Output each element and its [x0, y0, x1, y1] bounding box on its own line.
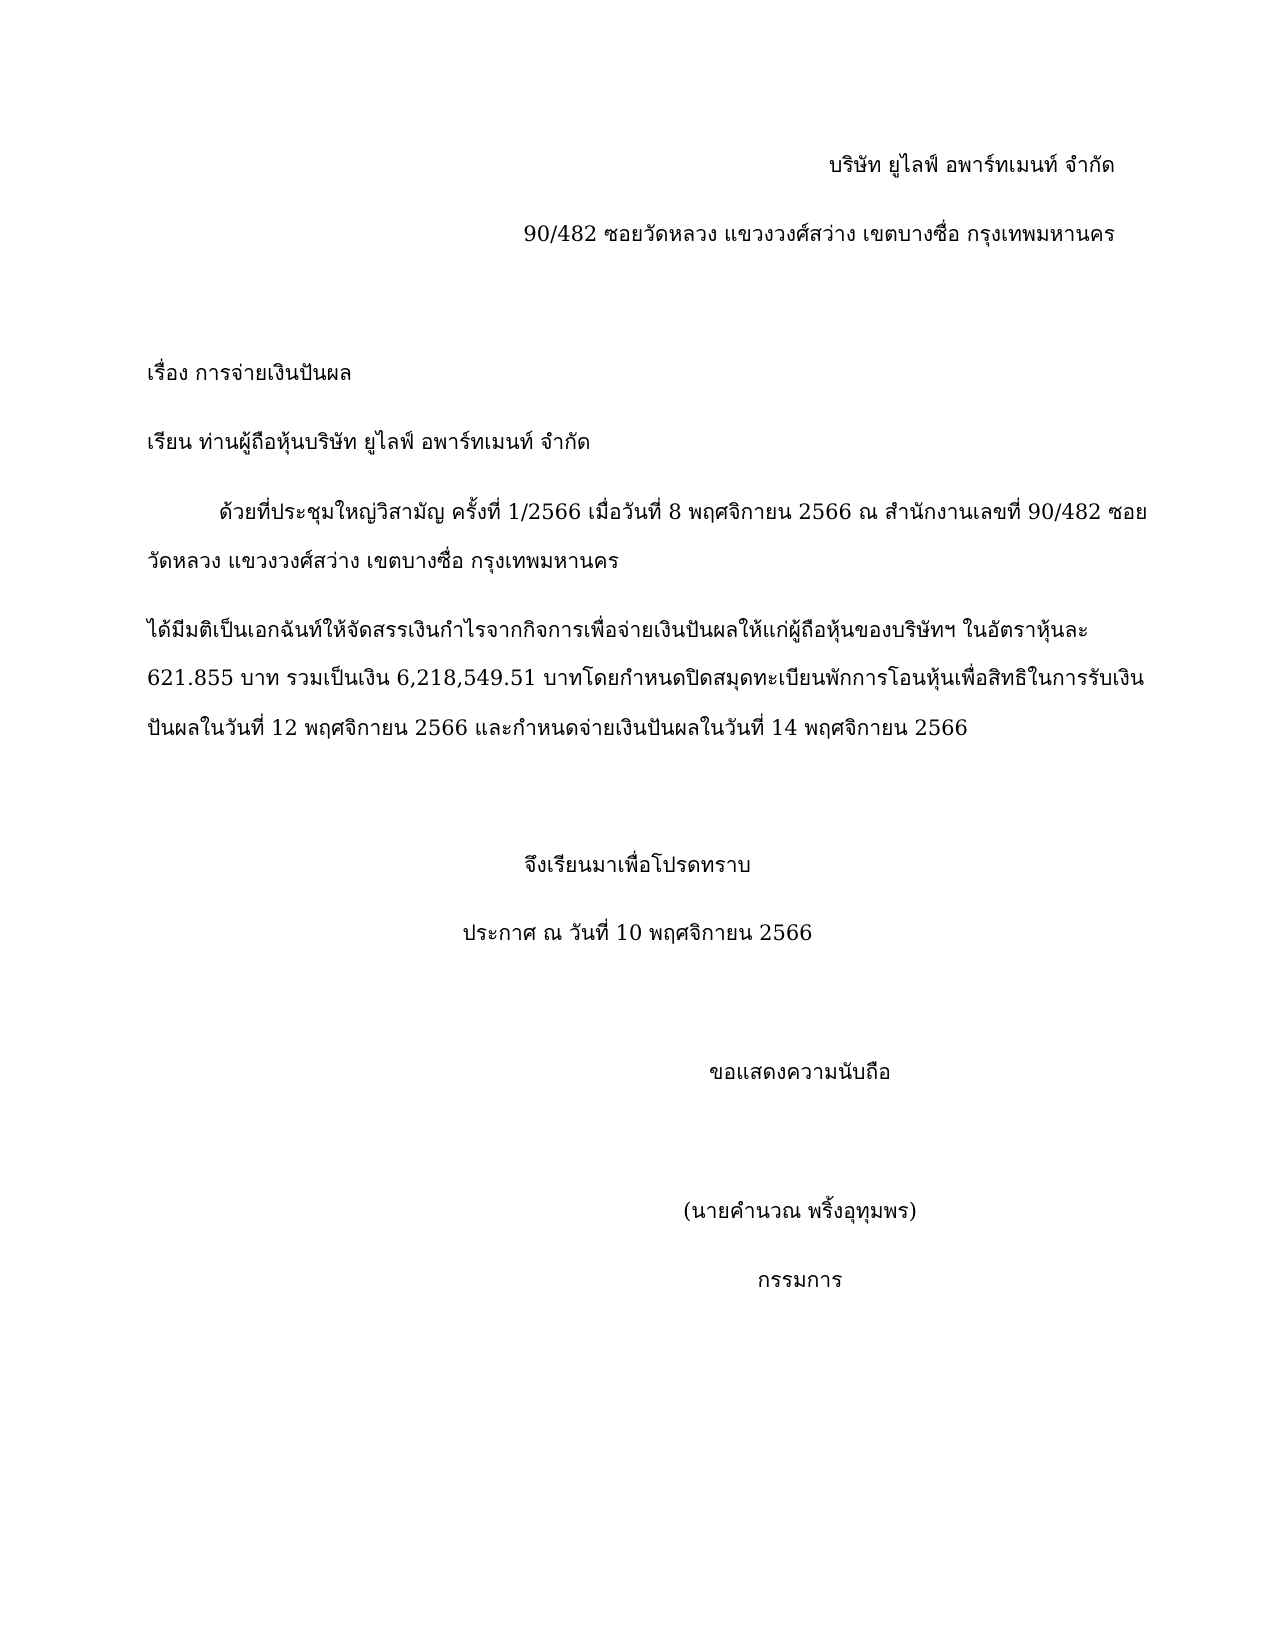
letter-subject: เรื่อง การจ่ายเงินปันผล — [147, 361, 352, 385]
signatory-name: (นายคำนวณ พริ้งอุทุมพร) — [683, 1199, 917, 1223]
closing-notice: จึงเรียนมาเพื่อโปรดทราบ — [524, 853, 751, 877]
paragraph-1-line-1 — [147, 497, 1147, 527]
paragraph-2-line-3: ปันผลในวันที่ 12 พฤศจิกายน 2566 และกำหนดจ่ายเงินปันผลในวันที่ 14 พฤศจิกายน 2566 — [147, 716, 968, 740]
paragraph-1-line-1-text: ด้วยที่ประชุมใหญ่วิสามัญ ครั้งที่ 1/2566 เมื่อวันที่ 8 พฤศจิกายน 2566 ณ สำนักงานเลขที่ 90/482 ซอย — [219, 500, 1148, 524]
company-address: 90/482 ซอยวัดหลวง แขวงวงศ์สว่าง เขตบางซื่อ กรุงเทพมหานคร — [523, 222, 1115, 246]
regards-text: ขอแสดงความนับถือ — [709, 1060, 891, 1084]
paragraph-2-line-1: ได้มีมติเป็นเอกฉันท์ให้จัดสรรเงินกำไรจากกิจการเพื่อจ่ายเงินปันผลให้แก่ผู้ถือหุ้นของบริษัทฯ ในอัตราหุ้นละ — [147, 618, 1089, 642]
paragraph-1-line-2: วัดหลวง แขวงวงศ์สว่าง เขตบางซื่อ กรุงเทพมหานคร — [147, 549, 619, 573]
company-name: บริษัท ยูไลฟ์ อพาร์ทเมนท์ จำกัด — [829, 153, 1115, 177]
paragraph-2-line-2: 621.855 บาท รวมเป็นเงิน 6,218,549.51 บาทโดยกำหนดปิดสมุดทะเบียนพักการโอนหุ้นเพื่อสิทธิในการรับเงิน — [147, 666, 1145, 690]
letter-salutation: เรียน ท่านผู้ถือหุ้นบริษัท ยูไลฟ์ อพาร์ทเมนท์ จำกัด — [147, 430, 591, 454]
announcement-date: ประกาศ ณ วันที่ 10 พฤศจิกายน 2566 — [462, 921, 813, 945]
signatory-title: กรรมการ — [757, 1268, 843, 1292]
